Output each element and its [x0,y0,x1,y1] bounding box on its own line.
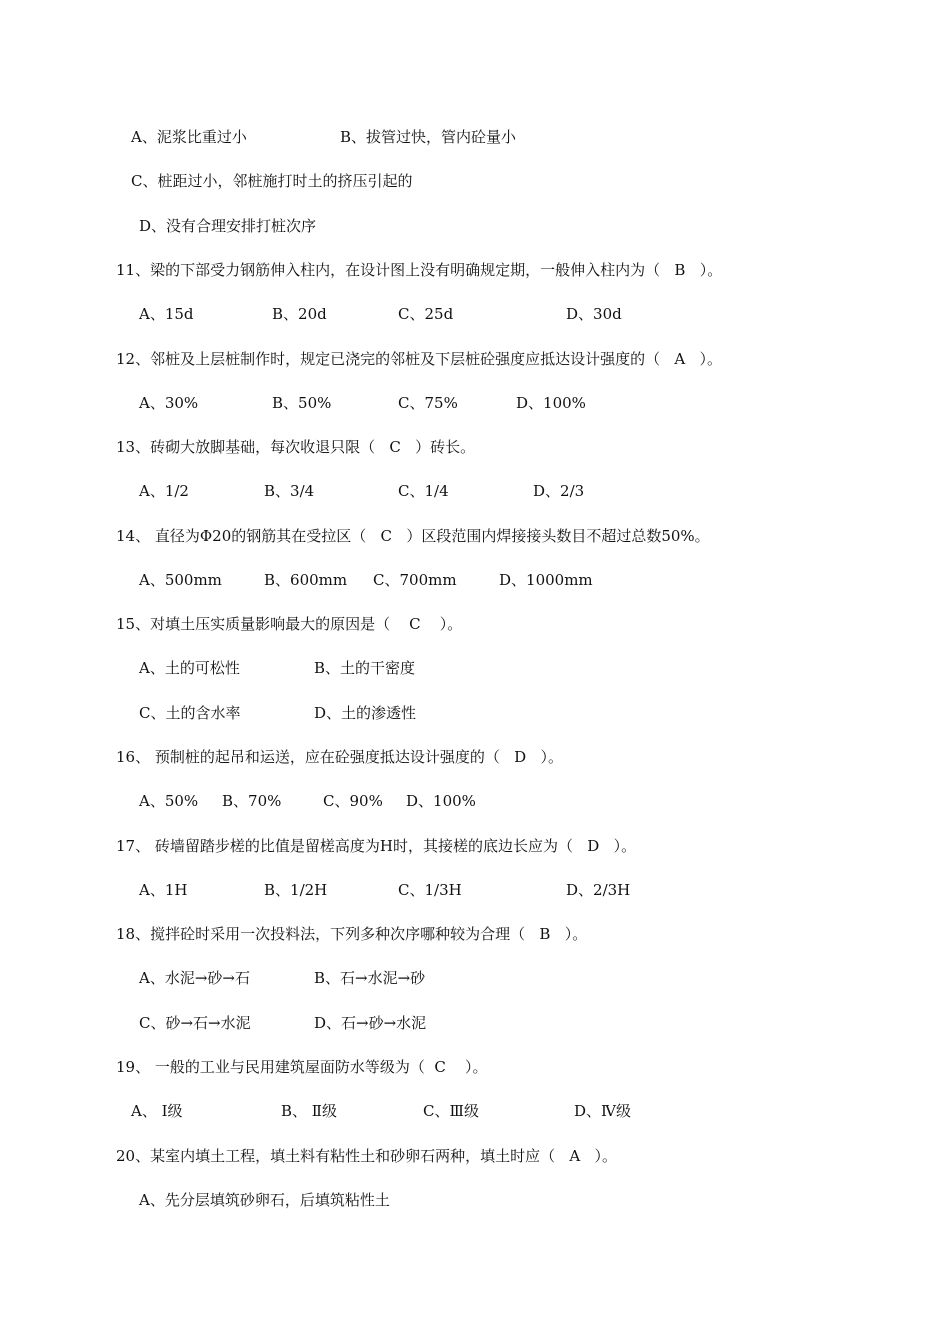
question-17: 17、 砖墙留踏步槎的比值是留槎高度为H时，其接槎的底边长应为（ D ）。 [116,837,637,855]
option-text: A、 Ⅰ级 [131,1102,183,1120]
question-15: 15、对填土压实质量影响最大的原因是（ C ）。 [116,615,463,633]
question-12: 12、邻桩及上层桩制作时，规定已浇完的邻桩及下层桩砼强度应抵达设计强度的（ A ）。 [116,350,723,368]
option-text: C、土的含水率 [139,704,241,722]
question-16: 16、 预制桩的起吊和运送，应在砼强度抵达设计强度的（ D ）。 [116,748,563,766]
option-text: D、100% [516,394,586,412]
option-text: B、50% [272,394,332,412]
option-text: C、90% [323,792,383,810]
option-text: A、1/2 [139,482,189,500]
option-text: B、土的干密度 [314,659,416,677]
option-text: C、1/4 [398,482,449,500]
option-text: D、土的渗透性 [314,704,417,722]
option-text: B、20d [272,305,327,323]
question-20: 20、某室内填土工程，填土料有粘性土和砂卵石两种，填土时应（ A ）。 [116,1147,618,1165]
option-text: A、500mm [139,571,222,589]
option-text: A、15d [139,305,194,323]
option-text: C、75% [398,394,458,412]
option-text: C、砂→石→水泥 [139,1014,251,1032]
question-13: 13、砖砌大放脚基础，每次收退只限（ C ）砖长。 [116,438,476,456]
option-text: A、50% [139,792,199,810]
option-text: D、2/3H [566,881,631,899]
option-text: D、30d [566,305,622,323]
option-text: B、1/2H [264,881,328,899]
option-text: D、Ⅳ级 [574,1102,632,1120]
option-text: A、水泥→砂→石 [139,969,250,987]
option-text: C、桩距过小，邻桩施打时土的挤压引起的 [131,172,413,190]
option-text: A、1H [139,881,188,899]
option-text: C、1/3H [398,881,462,899]
option-text: A、30% [139,394,199,412]
question-14: 14、 直径为Φ20的钢筋其在受拉区（ C ）区段范围内焊接接头数目不超过总数50%。 [116,527,710,545]
option-text: A、泥浆比重过小 [131,128,247,146]
option-text: B、70% [222,792,282,810]
option-text: B、600mm [264,571,348,589]
option-text: B、石→水泥→砂 [314,969,426,987]
option-text: A、先分层填筑砂卵石，后填筑粘性土 [139,1191,390,1209]
option-text: C、Ⅲ级 [423,1102,479,1120]
option-text: A、土的可松性 [139,659,240,677]
question-18: 18、搅拌砼时采用一次投料法，下列多种次序哪种较为合理（ B ）。 [116,925,588,943]
option-text: D、没有合理安排打桩次序 [139,217,317,235]
option-text: D、2/3 [533,482,585,500]
option-text: D、1000mm [499,571,593,589]
option-text: D、石→砂→水泥 [314,1014,427,1032]
question-11: 11、梁的下部受力钢筋伸入柱内，在设计图上没有明确规定期，一般伸入柱内为（ B ）。 [116,261,723,279]
option-text: B、 Ⅱ级 [281,1102,337,1120]
option-text: B、拔管过快，管内砼量小 [340,128,517,146]
option-text: C、700mm [373,571,457,589]
option-text: B、3/4 [264,482,315,500]
option-text: C、25d [398,305,454,323]
question-19: 19、 一般的工业与民用建筑屋面防水等级为（ C ）。 [116,1058,488,1076]
option-text: D、100% [406,792,476,810]
